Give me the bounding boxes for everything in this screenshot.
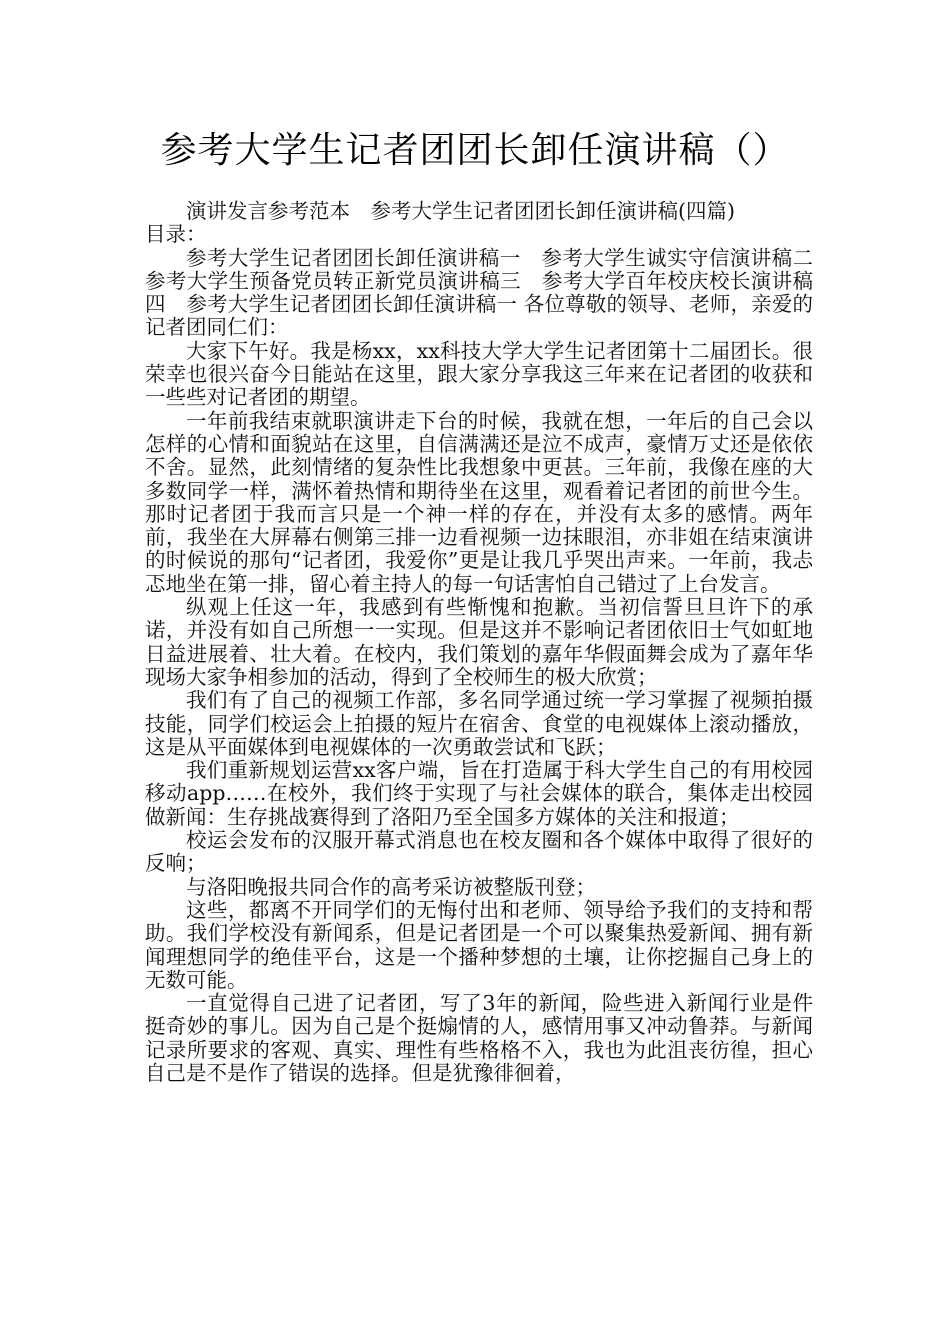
paragraph: 纵观上任这一年，我感到有些惭愧和抱歉。当初信誓旦旦许下的承诺，并没有如自己所想一一实现。但是这并不影响记者团依旧士气如虹地日益进展着、壮大着。在校内，我们策划的嘉年华假面舞会成为了嘉年华现场大家争相参加的活动，得到了全校师生的极大欣赏； bbox=[145, 595, 813, 689]
paragraph: 校运会发布的汉服开幕式消息也在校友圈和各个媒体中取得了很好的反响； bbox=[145, 828, 813, 876]
paragraph: 参考大学生记者团团长卸任演讲稿一 参考大学生诚实守信演讲稿二 参考大学生预备党员转正新党员演讲稿三 参考大学百年校庆校长演讲稿四 参考大学生记者团团长卸任演讲稿一 各位尊敬的领导、老师，亲爱的记者团同仁们： bbox=[145, 245, 834, 340]
paragraph: 我们有了自己的视频工作部，多名同学通过统一学习掌握了视频拍摄技能，同学们校运会上拍摄的短片在宿舍、食堂的电视媒体上滚动播放，这是从平面媒体到电视媒体的一次勇敢尝试和飞跃； bbox=[145, 688, 813, 759]
paragraph: 我们重新规划运营xx客户端，旨在打造属于科大学生自己的有用校园移动app……在校外，我们终于实现了与社会媒体的联合，集体走出校园做新闻：生存挑战赛得到了洛阳乃至全国多方媒体的关注和报道； bbox=[145, 758, 813, 829]
document-body bbox=[145, 199, 834, 1085]
paragraph: 一直觉得自己进了记者团，写了3年的新闻，险些进入新闻行业是件挺奇妙的事儿。因为自己是个挺煽情的人，感情用事又冲动鲁莽。与新闻记录所要求的客观、真实、理性有些格格不入，我也为此沮丧彷徨，担心自己是不是作了错误的选择。但是犹豫徘徊着， bbox=[145, 991, 813, 1085]
paragraph: 演讲发言参考范本 参考大学生记者团团长卸任演讲稿(四篇) bbox=[186, 199, 735, 223]
document-title: 参考大学生记者团团长卸任演讲稿（） bbox=[160, 130, 790, 171]
paragraph: 一年前我结束就职演讲走下台的时候，我就在想，一年后的自己会以怎样的心情和面貌站在这里，自信满满还是泣不成声，豪情万丈还是依依不舍。显然，此刻情绪的复杂性比我想象中更甚。三年前，我像在座的大多数同学一样，满怀着热情和期待坐在这里，观看着记者团的前世今生。那时记者团于我而言只是一个神一样的存在，并没有太多的感情。两年前，我坐在大屏幕右侧第三排一边看视频一边抹眼泪，亦非姐在结束演讲的时候说的那句“记者团，我爱你”更是让我几乎哭出声来。一年前，我忐忑地坐在第一排，留心着主持人的每一句话害怕自己错过了上台发言。 bbox=[145, 408, 813, 596]
paragraph: 目录： bbox=[145, 222, 207, 247]
paragraph: 与洛阳晚报共同合作的高考采访被整版刊登； bbox=[186, 874, 596, 899]
paragraph: 大家下午好。我是杨xx，xx科技大学大学生记者团第十二届团长。很荣幸也很兴奋今日能站在这里，跟大家分享我这三年来在记者团的收获和一些些对记者团的期望。 bbox=[145, 338, 813, 410]
paragraph: 这些，都离不开同学们的无悔付出和老师、领导给予我们的支持和帮助。我们学校没有新闻系，但是记者团是一个可以聚集热爱新闻、拥有新闻理想同学的绝佳平台，这是一个播种梦想的土壤，让你挖掘自己身上的无数可能。 bbox=[145, 897, 813, 992]
